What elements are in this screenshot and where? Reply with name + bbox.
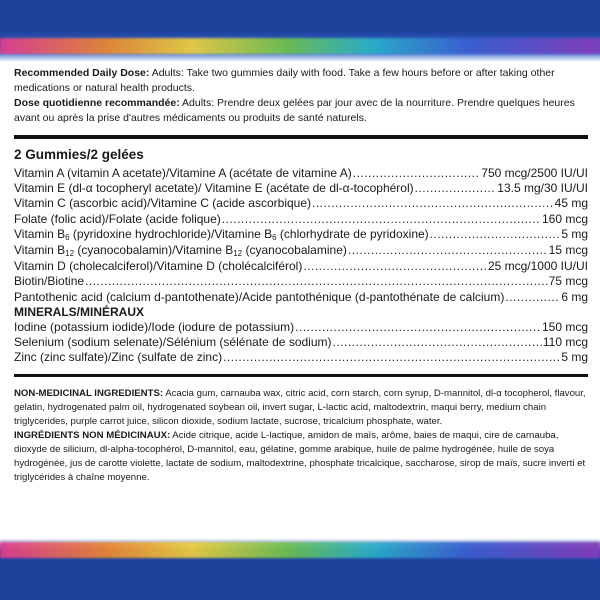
ingredients-english-text: Acacia gum, carnauba wax, citric acid, corn starch, corn syrup, D-mannitol, dl-α tocopherol, flavour, gelatin, hydrogenated palm oil, hydrogenated soybean oil, invert sugar, L-lactic acid, maltodextrin, maqui berry, medium chain triglycerides, purple carrot juice, silicon dioxide, sodium lactate, sucrose, tricalcium phosphate, water.	[14, 388, 586, 428]
nutrient-row	[14, 274, 588, 289]
nutrient-name: Biotin/Biotine	[14, 274, 85, 289]
nutrient-row	[14, 243, 588, 259]
nutrient-row	[14, 259, 588, 274]
nutrient-name: Vitamin E (dl-α tocopheryl acetate)/ Vitamine E (acétate de dl-α-tocophérol)	[14, 181, 414, 196]
nutrient-row	[14, 335, 588, 350]
nutrient-amount: 750 mcg/2500 IU/UI	[481, 166, 588, 180]
nutrient-amount: 5 mg	[561, 226, 588, 241]
mineral-list	[14, 320, 588, 366]
nutrient-name: Iodine (potassium iodide)/Iode (iodure de potassium)	[14, 319, 295, 334]
ingredients-french-label: INGRÉDIENTS NON MÉDICINAUX:	[14, 430, 171, 442]
dose-french	[14, 96, 588, 126]
ingredients-french	[14, 429, 588, 485]
dose-french-text: Adults: Prendre deux gelées par jour avec de la nourriture. Prendre quelques heures avant ou après la prise d'autres médicaments ou produits de santé naturels.	[14, 97, 575, 124]
minerals-heading: MINERALS/MINÉRAUX	[14, 304, 145, 319]
dose-english-label: Recommended Daily Dose:	[14, 67, 150, 79]
nutrient-amount: 13.5 mg/30 IU/UI	[497, 181, 588, 196]
nutrient-amount: 6 mg	[561, 289, 588, 304]
dose-section	[14, 66, 588, 126]
nutrient-name: Vitamin $B_6$ (pyridoxine hydrochloride)/Vitamine $B_6$ (chlorhydrate de pyridoxine)	[14, 226, 429, 242]
section-divider	[14, 374, 588, 377]
nutrient-row	[14, 212, 588, 227]
dose-english-text: Adults: Take two gummies daily with food. Take a few hours before or after taking other medications or natural health products.	[14, 67, 555, 94]
dose-french-label: Dose quotidienne recommandée:	[14, 97, 180, 109]
header-rainbow-stripe	[0, 38, 600, 54]
ingredients-english	[14, 387, 588, 429]
nutrient-name: Zinc (zinc sulfate)/Zinc (sulfate de zinc)	[14, 350, 223, 365]
nutrient-name: Vitamin $B_{12}$ (cyanocobalamin)/Vitamine $B_{12}$ (cyanocobalamine)	[14, 243, 347, 259]
ingredients-french-text: Acide citrique, acide L-lactique, amidon de maïs, arôme, baies de maqui, cire de carnauba, dioxyde de silicium, dl-alpha-tocophérol, D-mannitol, eau, gélatine, gomme arabique, huile de palme hydrogénée, huile de soya hydrogénée, jus de carotte violette, lactate de sodium, maltodextrine, phosphate tricalcique, saccharose, sirop de maïs, sucre inverti et triglycérides à chaîne moyenne.	[14, 430, 586, 484]
nutrient-amount: 150 mcg	[541, 319, 588, 334]
footer-rainbow-stripe	[0, 542, 600, 558]
section-divider	[14, 135, 588, 139]
nutrient-name: Selenium (sodium selenate)/Sélénium (sélénate de sodium)	[14, 335, 332, 350]
dose-english	[14, 66, 588, 96]
serving-title: 2 Gummies/2 gelées	[14, 147, 144, 162]
nutrient-row	[14, 196, 588, 211]
nutrient-row	[14, 290, 588, 305]
ingredients-english-label: NON-MEDICINAL INGREDIENTS:	[14, 388, 164, 400]
vitamin-list	[14, 166, 588, 305]
nutrient-amount: 5 mg	[561, 350, 588, 365]
nutrient-amount: 160 mcg	[541, 211, 588, 226]
label-content	[14, 66, 588, 485]
nutrient-amount: 15 mcg	[548, 243, 588, 258]
nutrient-name: Vitamin A (vitamin A acetate)/Vitamine A (acétate de vitamine A)	[14, 166, 352, 180]
nutrient-name: Vitamin D (cholecalciferol)/Vitamine D (cholécalciférol)	[14, 259, 303, 274]
nutrient-amount: 25 mcg/1000 IU/UI	[487, 259, 588, 274]
nutrient-amount: 75 mcg	[548, 274, 588, 289]
nutrient-row	[14, 227, 588, 243]
nutrient-row	[14, 320, 588, 335]
nutrient-row	[14, 166, 588, 181]
nutrient-name: Pantothenic acid (calcium d-pantothenate)/Acide pantothénique (d-pantothénate de calcium)	[14, 289, 505, 304]
ingredients-section	[14, 387, 588, 485]
nutrient-name: Folate (folic acid)/Folate (acide folique)	[14, 211, 221, 226]
nutrient-row	[14, 181, 588, 196]
nutrient-amount: 45 mg	[554, 196, 588, 211]
nutrient-amount: 110 mcg	[542, 335, 588, 350]
nutrient-row	[14, 350, 588, 365]
nutrient-name: Vitamin C (ascorbic acid)/Vitamine C (acide ascorbique)	[14, 196, 312, 211]
